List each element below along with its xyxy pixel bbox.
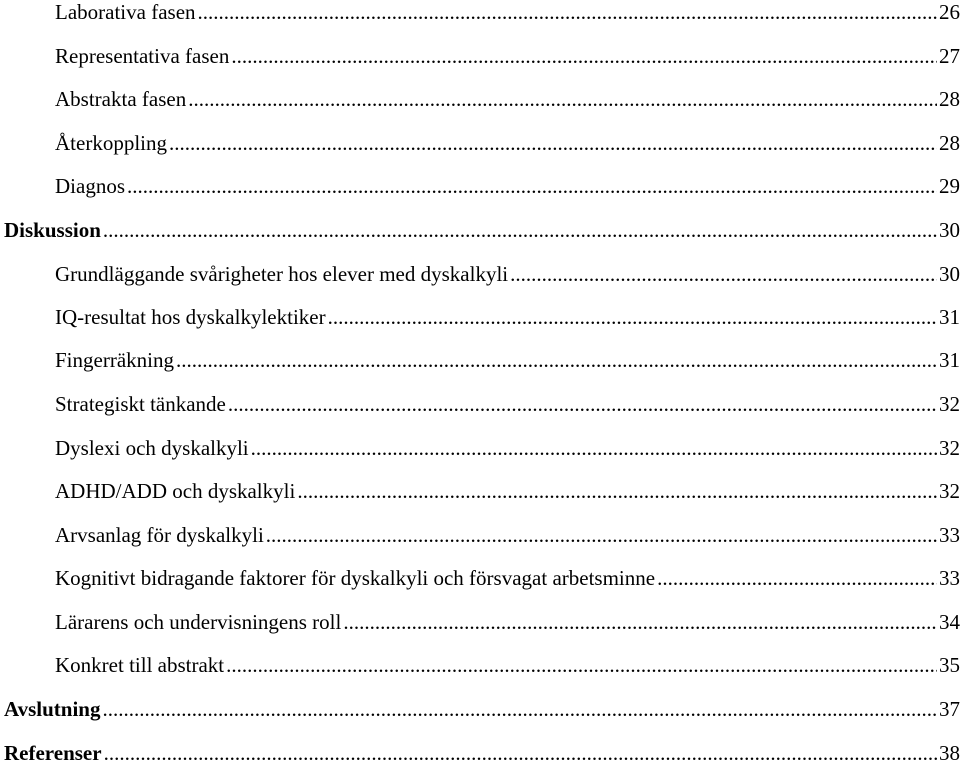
toc-entry-title: Strategiskt tänkande [55,392,226,416]
toc-entry-abstrakta-fasen[interactable] [0,84,960,114]
toc-entry-strategiskt-tankande[interactable] [0,389,960,419]
toc-dot-leader [188,84,937,114]
toc-entry-page: 37 [939,697,960,721]
toc-entry-title: Återkoppling [55,131,167,155]
toc-entry-page: 26 [939,0,960,24]
toc-entry-page: 30 [939,262,960,286]
toc-entry-title: Dyslexi och dyskalkyli [55,436,249,460]
toc-entry-page: 32 [939,479,960,503]
toc-entry-referenser[interactable] [0,738,960,768]
toc-entry-konkret-till-abstrakt[interactable] [0,650,960,680]
toc-entry-title: Fingerräkning [55,348,174,372]
toc-entry-title: Arvsanlag för dyskalkyli [55,523,264,547]
toc-dot-leader [297,476,937,506]
toc-entry-title: Abstrakta fasen [55,87,187,111]
toc-dot-leader [228,389,937,419]
toc-entry-page: 33 [939,523,960,547]
toc-entry-grundlaggande-svarigheter[interactable] [0,259,960,289]
toc-dot-leader [198,0,937,27]
toc-entry-title: Kognitivt bidragande faktorer för dyskalkyli och försvagat arbetsminne [55,566,656,590]
toc-entry-fingerrakning[interactable] [0,345,960,375]
toc-dot-leader [266,520,937,550]
toc-entry-title: Grundläggande svårigheter hos elever med dyskalkyli [55,262,509,286]
toc-entry-page: 32 [939,392,960,416]
toc-dot-leader [510,259,937,289]
toc-entry-title: Laborativa fasen [55,0,196,24]
toc-entry-page: 31 [939,305,960,329]
toc-entry-representativa-fasen[interactable] [0,41,960,71]
toc-dot-leader [102,694,937,724]
toc-dot-leader [169,128,937,158]
toc-entry-aterkoppling[interactable] [0,128,960,158]
toc-dot-leader [328,302,937,332]
toc-entry-page: 31 [939,348,960,372]
toc-entry-page: 35 [939,653,960,677]
toc-entry-lararens-roll[interactable] [0,607,960,637]
toc-entry-adhd-add[interactable] [0,476,960,506]
toc-dot-leader [104,738,937,768]
toc-dot-leader [231,41,937,71]
toc-entry-title: Representativa fasen [55,44,230,68]
toc-entry-page: 28 [939,131,960,155]
toc-entry-page: 27 [939,44,960,68]
toc-entry-title: Diskussion [4,218,101,242]
toc-dot-leader [127,171,937,201]
toc-entry-title: Referenser [4,741,102,765]
toc-entry-page: 30 [939,218,960,242]
toc-entry-title: Avslutning [4,697,101,721]
toc-entry-arvsanlag[interactable] [0,520,960,550]
toc-entry-laborativa-fasen[interactable] [0,0,960,27]
toc-dot-leader [657,563,937,593]
toc-entry-title: IQ-resultat hos dyskalkylektiker [55,305,326,329]
toc-entry-title: Konkret till abstrakt [55,653,225,677]
toc-entry-kognitivt-bidragande[interactable] [0,563,960,593]
toc-dot-leader [251,433,937,463]
toc-entry-iq-resultat[interactable] [0,302,960,332]
toc-entry-page: 28 [939,87,960,111]
toc-entry-page: 38 [939,741,960,765]
toc-entry-avslutning[interactable] [0,694,960,724]
toc-entry-page: 33 [939,566,960,590]
toc-dot-leader [343,607,937,637]
toc-dot-leader [103,215,937,245]
toc-entry-title: Lärarens och undervisningens roll [55,610,342,634]
toc-entry-page: 29 [939,174,960,198]
toc-entry-diagnos[interactable] [0,171,960,201]
toc-entry-diskussion[interactable] [0,215,960,245]
toc-dot-leader [176,345,937,375]
toc-entry-title: ADHD/ADD och dyskalkyli [55,479,296,503]
toc-entry-page: 34 [939,610,960,634]
toc-entry-title: Diagnos [55,174,125,198]
toc-entry-dyslexi-och-dyskalkyli[interactable] [0,433,960,463]
toc-entry-page: 32 [939,436,960,460]
toc-dot-leader [226,650,937,680]
